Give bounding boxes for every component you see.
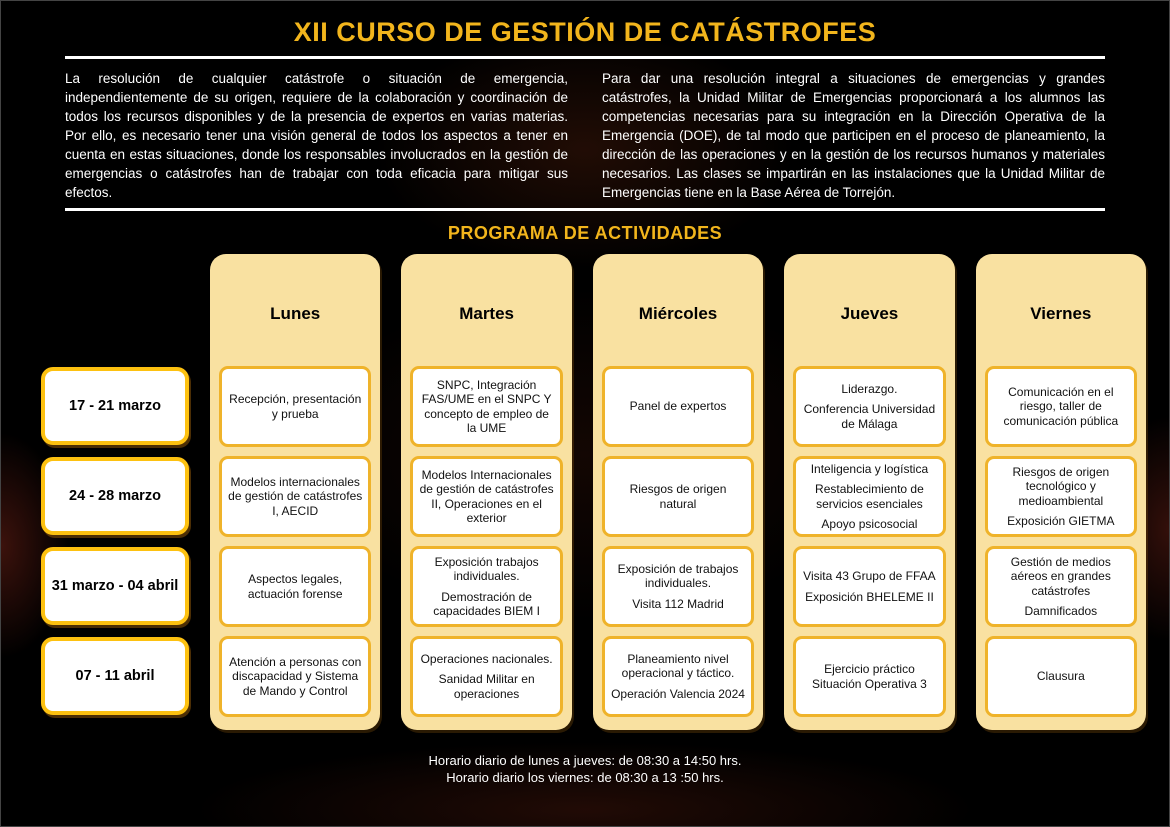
activity-text: Aspectos legales, actuación forense	[247, 572, 343, 601]
day-cells-1	[219, 366, 371, 717]
activity-cell	[410, 366, 562, 447]
activity-cell	[410, 456, 562, 537]
activity-cell	[219, 456, 371, 537]
activity-text: SNPC, Integración FAS/UME en el SNPC Y concepto de empleo de la UME	[421, 377, 552, 435]
activity-cell	[602, 456, 754, 537]
day-header-1: Lunes	[270, 304, 321, 323]
week-date-box-3: 31 marzo - 04 abril	[41, 547, 189, 625]
activity-text: Operación Valencia 2024	[611, 686, 745, 701]
week-date-box-4: 07 - 11 abril	[41, 637, 189, 715]
intro-section	[65, 69, 1105, 202]
activity-text: Inteligencia y logística	[810, 461, 929, 476]
week-date-box-2: 24 - 28 marzo	[41, 457, 189, 535]
activity-text: Planeamiento nivel operacional y táctico.	[621, 651, 735, 681]
activity-cell	[985, 366, 1137, 447]
activity-cell	[410, 636, 562, 717]
activity-cell	[793, 366, 945, 447]
activity-cell	[985, 636, 1137, 717]
activity-cell	[219, 366, 371, 447]
activity-text: Damnificados	[1024, 604, 1098, 618]
schedule-grid	[41, 254, 1146, 730]
activity-cell	[602, 546, 754, 627]
divider-top	[65, 56, 1105, 59]
activity-text: Visita 43 Grupo de FFAA	[803, 569, 936, 583]
activity-text: Ejercicio práctico Situación Operativa 3	[812, 662, 927, 691]
activity-text: Recepción, presentación y prueba	[229, 392, 362, 421]
day-header-2: Martes	[459, 304, 515, 323]
activity-text: Liderazgo.	[841, 381, 898, 396]
activity-cell	[602, 636, 754, 717]
activity-text: Demostración de capacidades BIEM I	[433, 589, 540, 618]
activity-text: Restablecimiento de servicios esenciales	[815, 482, 924, 511]
activity-text: Apoyo psicosocial	[821, 517, 918, 531]
activity-cell	[602, 366, 754, 447]
activity-text: Sanidad Militar en operaciones	[438, 672, 535, 701]
intro-paragraph-left: La resolución de cualquier catástrofe o situación de emergencia, independientemente de su origen, requiere de la colaboración y coordinación de todos los recursos disponibles y de la presencia de expertos en varias materias. Por ello, es necesario tener una visión general de todos los aspectos a tener en cuenta en estas situaciones, donde los responsables involucrados en la gestión de emergencias o catástrofes han de trabajar con toda eficacia para mitigar sus efectos.	[65, 71, 568, 200]
activity-text: Exposición GIETMA	[1007, 514, 1115, 528]
activity-text: Panel de expertos	[629, 399, 727, 414]
week-date-box-1: 17 - 21 marzo	[41, 367, 189, 445]
activity-cell	[793, 456, 945, 537]
activity-cell	[985, 456, 1137, 537]
day-cells-4	[793, 366, 945, 717]
day-column-4	[784, 254, 954, 730]
day-header-4: Jueves	[840, 304, 899, 323]
activity-text: Gestión de medios aéreos en grandes catástrofes	[1010, 554, 1111, 598]
activity-cell	[219, 546, 371, 627]
activity-text: Exposición BHELEME II	[805, 589, 934, 604]
day-header-3: Miércoles	[638, 304, 718, 323]
footer-line-2: Horario diario los viernes: de 08:30 a 13 :50 hrs.	[446, 770, 724, 785]
program-heading: PROGRAMA DE ACTIVIDADES	[447, 223, 723, 243]
activity-cell	[219, 636, 371, 717]
footer-line-1: Horario diario de lunes a jueves: de 08:30 a 14:50 hrs.	[428, 753, 742, 768]
activity-text: Exposición de trabajos individuales.	[617, 561, 739, 591]
activity-cell	[793, 636, 945, 717]
day-column-2	[401, 254, 571, 730]
activity-text: Riesgos de origen tecnológico y medioambiental	[1012, 464, 1110, 508]
day-header-5: Viernes	[1030, 304, 1092, 323]
page-title: XII CURSO DE GESTIÓN DE CATÁSTROFES	[293, 17, 877, 47]
activity-text: Modelos Internacionales de gestión de catástrofes II, Operaciones en el exterior	[419, 467, 554, 525]
activity-cell	[985, 546, 1137, 627]
activity-text: Operaciones nacionales.	[420, 651, 553, 666]
activity-cell	[410, 546, 562, 627]
activity-text: Riesgos de origen natural	[629, 482, 727, 511]
day-cells-2	[410, 366, 562, 717]
activity-cell	[793, 546, 945, 627]
activity-text: Modelos internacionales de gestión de catástrofes I, AECID	[228, 474, 363, 518]
intro-paragraph-right: Para dar una resolución integral a situaciones de emergencias y grandes catástrofes, la Unidad Militar de Emergencias proporcionará a los alumnos las competencias necesarias para su integración en la Dirección Operativa de la Emergencia (DOE), de tal modo que participen en el proceso de planeamiento, la dirección de las operaciones y en la gestión de los recursos humanos y materiales necesarios. Las clases se impartirán en las instalaciones que la Unidad Militar de Emergencias tiene en la Base Aérea de Torrejón.	[602, 71, 1105, 200]
activity-text: Exposición trabajos individuales.	[434, 554, 539, 583]
day-cells-3	[602, 366, 754, 717]
day-column-5	[976, 254, 1146, 730]
week-date-rail	[41, 367, 189, 715]
activity-text: Clausura	[1036, 669, 1085, 684]
activity-text: Comunicación en el riesgo, taller de comunicación pública	[1003, 384, 1119, 428]
divider-middle	[65, 208, 1105, 211]
day-cells-5	[985, 366, 1137, 717]
day-column-1	[210, 254, 380, 730]
footer-schedule-hours	[1, 752, 1169, 786]
activity-text: Atención a personas con discapacidad y Sistema de Mando y Control	[229, 654, 362, 698]
activity-text: Conferencia Universidad de Málaga	[803, 402, 936, 431]
day-column-3	[593, 254, 763, 730]
activity-text: Visita 112 Madrid	[632, 596, 724, 611]
